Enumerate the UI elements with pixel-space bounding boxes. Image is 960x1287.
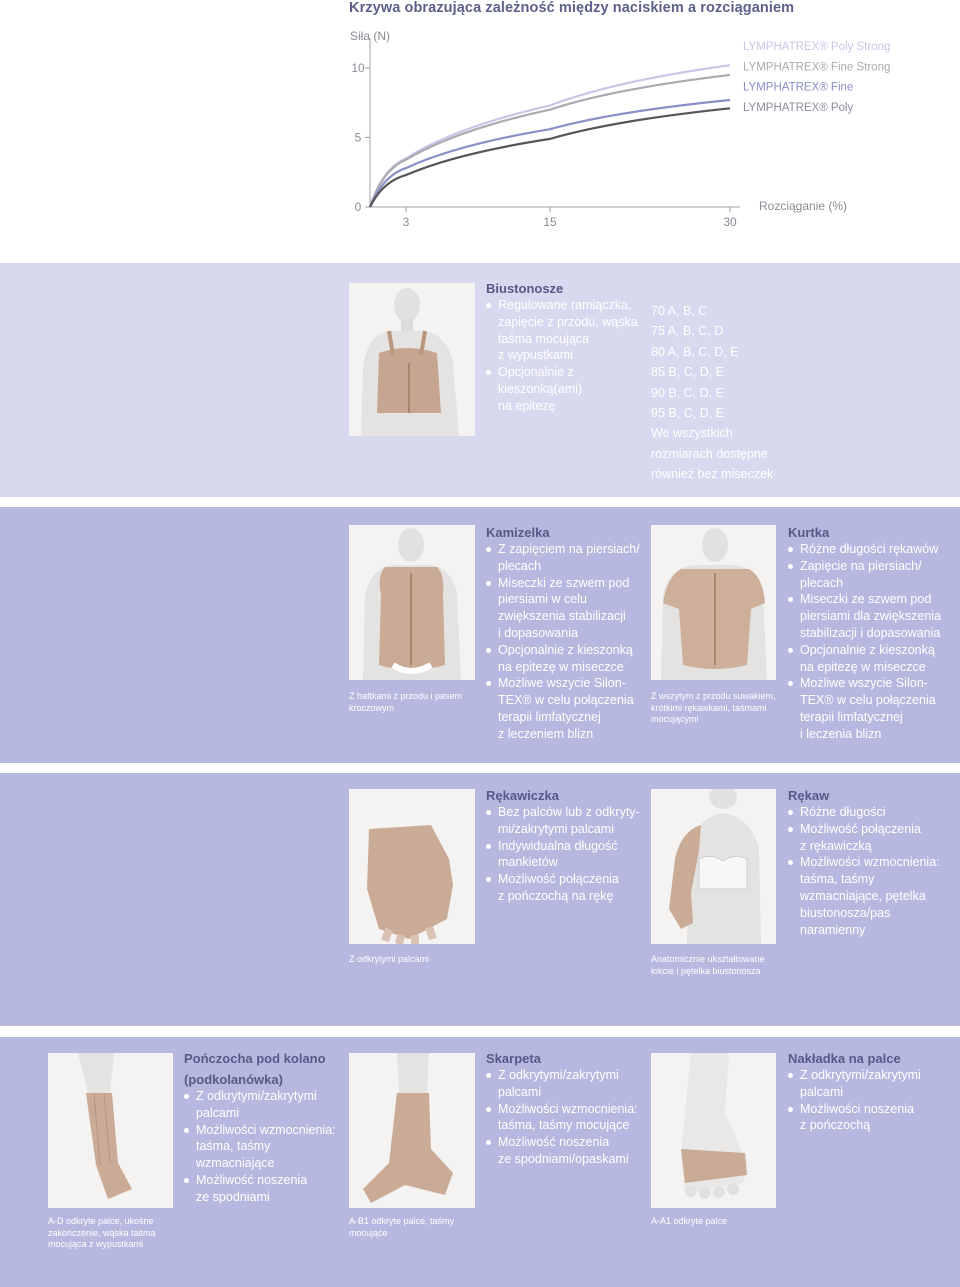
naklatka-list-line: Z odkrytymi/zakrytymi <box>787 1067 921 1084</box>
kurtka-list-line: na epitezę w miseczce <box>800 659 926 674</box>
kamizelka-list-line: plecach <box>498 558 542 573</box>
biustonosze-list-line: Regulowane ramiączka, <box>485 297 638 314</box>
biustonosze-list-line: taśma mocująca <box>498 331 590 346</box>
naklatka-list-line: z pończochą <box>800 1118 871 1133</box>
ponczocha-list-line: Możliwości wzmocnienia: <box>183 1122 336 1139</box>
rekawiczka-list-line: Możliwość połączenia <box>485 871 640 888</box>
biustonosze-list-line: kieszonką(ami) <box>498 381 583 396</box>
x-tick-label: 3 <box>402 215 410 229</box>
kamizelka-list-line: terapii limfatycznej <box>498 709 601 724</box>
stretch-force-chart <box>340 28 900 238</box>
size-line: 75 A, B, C, D <box>651 324 724 339</box>
glove-photo <box>349 789 475 944</box>
list-biustonosze <box>485 297 638 415</box>
rekawiczka-list-line: mankietów <box>498 855 558 870</box>
legend-entry: LYMPHATREX® Fine Strong <box>743 61 891 74</box>
kurtka-list-line: Zapięcie na piersiach/ <box>787 558 941 575</box>
ponczocha-list-line: Z odkrytymi/zakrytymi <box>183 1088 336 1105</box>
y-axis-label: Siła (N) <box>350 29 391 43</box>
caption-rekaw: Anatomicznie ukształtowane łokcie i pętelka biustonosza <box>651 954 765 976</box>
kurtka-list-line: i leczenia blizn <box>800 726 882 741</box>
list-skarpeta <box>485 1067 638 1168</box>
kurtka-list-line: terapii limfatycznej <box>800 709 903 724</box>
biustonosze-list-line: zapięcie z przodu, wąska <box>498 314 638 329</box>
kurtka-list-line: Opcjonalnie z kieszonką <box>787 642 941 659</box>
caption-kurtka: Z wszytym z przodu suwakiem, krótkimi rękawkami, taśmami mocującymi <box>651 691 776 724</box>
list-naklatka <box>787 1067 921 1134</box>
size-line: rozmiarach dostępne <box>651 446 768 461</box>
band-kamizelka-kurtka <box>0 507 960 763</box>
size-line: 85 B, C, D, E <box>651 365 724 380</box>
size-line: 80 A, B, C, D, E <box>651 344 739 359</box>
sock-photo <box>349 1053 475 1208</box>
toe-cap-photo <box>651 1053 776 1208</box>
caption-naklatka: A-A1 odkryte palce <box>651 1216 728 1226</box>
sleeve-photo <box>651 789 776 944</box>
skarpeta-list-line: ze spodniami/opaskami <box>498 1151 629 1166</box>
x-tick-label: 30 <box>723 215 737 229</box>
kamizelka-list-line: na epitezę w miseczce <box>498 659 624 674</box>
series-line-3 <box>370 108 730 207</box>
size-line: również bez miseczek <box>651 467 774 482</box>
title-kamizelka: Kamizelka <box>486 525 550 540</box>
skarpeta-list-line: Z odkrytymi/zakrytymi <box>485 1067 638 1084</box>
rekaw-list-line: wzmacniające, pętelka <box>800 888 926 903</box>
rekaw-list-line: z rękawiczką <box>800 838 872 853</box>
title-naklatka: Nakładka na palce <box>788 1051 901 1066</box>
y-tick-label: 5 <box>354 130 362 145</box>
kamizelka-list-line: Miseczki ze szwem pod <box>485 575 640 592</box>
vest-photo <box>349 525 475 680</box>
kamizelka-list-line: i dopasowania <box>498 625 578 640</box>
kamizelka-list-line: Z zapięciem na piersiach/ <box>485 541 640 558</box>
rekaw-list-line: Możliwość połączenia <box>787 821 940 838</box>
skarpeta-list-line: Możliwości wzmocnienia: <box>485 1101 638 1118</box>
kurtka-list-line: Możliwe wszycie Silon- <box>787 675 941 692</box>
ponczocha-list-line: taśma, taśmy <box>196 1139 271 1154</box>
size-line: We wszystkich <box>651 426 733 441</box>
list-kamizelka <box>485 541 640 743</box>
size-line: 70 A, B, C <box>651 304 708 318</box>
size-line: 90 B, C, D, E <box>651 385 724 400</box>
list-ponczocha <box>183 1088 336 1206</box>
kamizelka-list-line: TEX® w celu połączenia <box>498 693 634 708</box>
size-line: 95 B, C, D, E <box>651 406 724 421</box>
stocking-photo <box>48 1053 173 1208</box>
rekaw-list-line: naramienny <box>800 922 866 937</box>
rekawiczka-list-line: mi/zakrytymi palcami <box>498 821 614 836</box>
series-line-2 <box>370 100 730 207</box>
band-biustonosze <box>0 263 960 497</box>
kamizelka-list-line: Możliwe wszycie Silon- <box>485 675 640 692</box>
kurtka-list-line: plecach <box>800 575 844 590</box>
y-tick-label: 10 <box>351 61 365 75</box>
rekawiczka-list-line: Indywidualna długość <box>485 838 640 855</box>
kamizelka-list-line: Opcjonalnie z kieszonką <box>485 642 640 659</box>
rekaw-list-line: biustonosza/pas <box>800 905 891 920</box>
rekawiczka-list-line: z pończochą na rękę <box>498 888 614 903</box>
rekaw-list-line: Różne długości <box>787 804 940 821</box>
caption-skarpeta: A-B1 odkryte palce, taśmy mocujące <box>349 1216 455 1238</box>
biustonosze-list-line: z wypustkami <box>498 348 574 363</box>
kurtka-list-line: TEX® w celu połączenia <box>800 693 936 708</box>
kurtka-list-line: Miseczki ze szwem pod <box>787 591 941 608</box>
skarpeta-list-line: Możliwość noszenia <box>485 1134 638 1151</box>
kurtka-list-line: piersiami dla zwiększenia <box>800 609 942 624</box>
naklatka-list-line: palcami <box>800 1084 844 1099</box>
series-line-0 <box>370 65 730 207</box>
title-biustonosze: Biustonosze <box>486 281 564 296</box>
skarpeta-list-line: taśma, taśmy mocujące <box>498 1118 630 1133</box>
list-rekaw <box>787 804 940 938</box>
x-tick-label: 15 <box>543 215 557 229</box>
band-rekawiczka-rekaw <box>0 773 960 1026</box>
band-ponczocha-skarpeta-naklatka <box>0 1037 960 1287</box>
kamizelka-list-line: z leczeniem blizn <box>498 726 594 741</box>
ponczocha-list-line: ze spodniami <box>196 1189 270 1204</box>
title-rekawiczka: Rękawiczka <box>486 788 559 803</box>
caption-rekawiczka: Z odkrytymi palcami <box>349 954 430 964</box>
kamizelka-list-line: piersiami w celu <box>498 592 587 607</box>
legend-entry: LYMPHATREX® Poly <box>743 101 854 114</box>
rekaw-list-line: taśma, taśmy <box>800 872 875 887</box>
kamizelka-list-line: zwiększenia stabilizacji <box>498 609 626 624</box>
naklatka-list-line: Możliwości noszenia <box>787 1101 921 1118</box>
jacket-photo <box>651 525 776 680</box>
skarpeta-list-line: palcami <box>498 1084 542 1099</box>
biustonosze-list-line: na epitezę <box>498 398 556 413</box>
x-axis-label: Rozciąganie (%) <box>759 199 848 213</box>
ponczocha-list-line: wzmacniające <box>196 1156 275 1171</box>
title-kurtka: Kurtka <box>788 525 830 540</box>
kurtka-list-line: Różne długości rękawów <box>787 541 941 558</box>
title-skarpeta: Skarpeta <box>486 1051 541 1066</box>
legend-entry: LYMPHATREX® Fine <box>743 81 854 94</box>
title-ponczocha-1: Pończocha pod kolano <box>184 1051 326 1066</box>
caption-kamizelka: Z haftkami z przodu i pasem kroczowym <box>349 691 463 713</box>
rekaw-list-line: Możliwości wzmocnienia: <box>787 854 940 871</box>
list-kurtka <box>787 541 941 743</box>
chart-title: Krzywa obrazująca zależność między naciskiem a rozciąganiem <box>349 0 795 16</box>
ponczocha-list-line: Możliwość noszenia <box>183 1172 336 1189</box>
y-tick-label: 0 <box>354 200 362 214</box>
title-ponczocha-2: (podkolanówka) <box>184 1072 283 1087</box>
legend-entry: LYMPHATREX® Poly Strong <box>743 41 891 53</box>
ponczocha-list-line: palcami <box>196 1105 240 1120</box>
title-rekaw: Rękaw <box>788 788 830 803</box>
caption-ponczocha: A-D odkryte palce, ukośne zakończenie, wąska taśma mocująca z wypustkami <box>48 1216 156 1249</box>
series-line-1 <box>370 75 730 207</box>
sizes-biustonosze <box>651 301 773 485</box>
list-rekawiczka <box>485 804 640 905</box>
biustonosze-list-line: Opcjonalnie z <box>485 364 638 381</box>
rekawiczka-list-line: Bez palców lub z odkryty- <box>485 804 640 821</box>
bra-photo <box>349 283 475 436</box>
kurtka-list-line: stabilizacji i dopasowania <box>800 625 941 640</box>
